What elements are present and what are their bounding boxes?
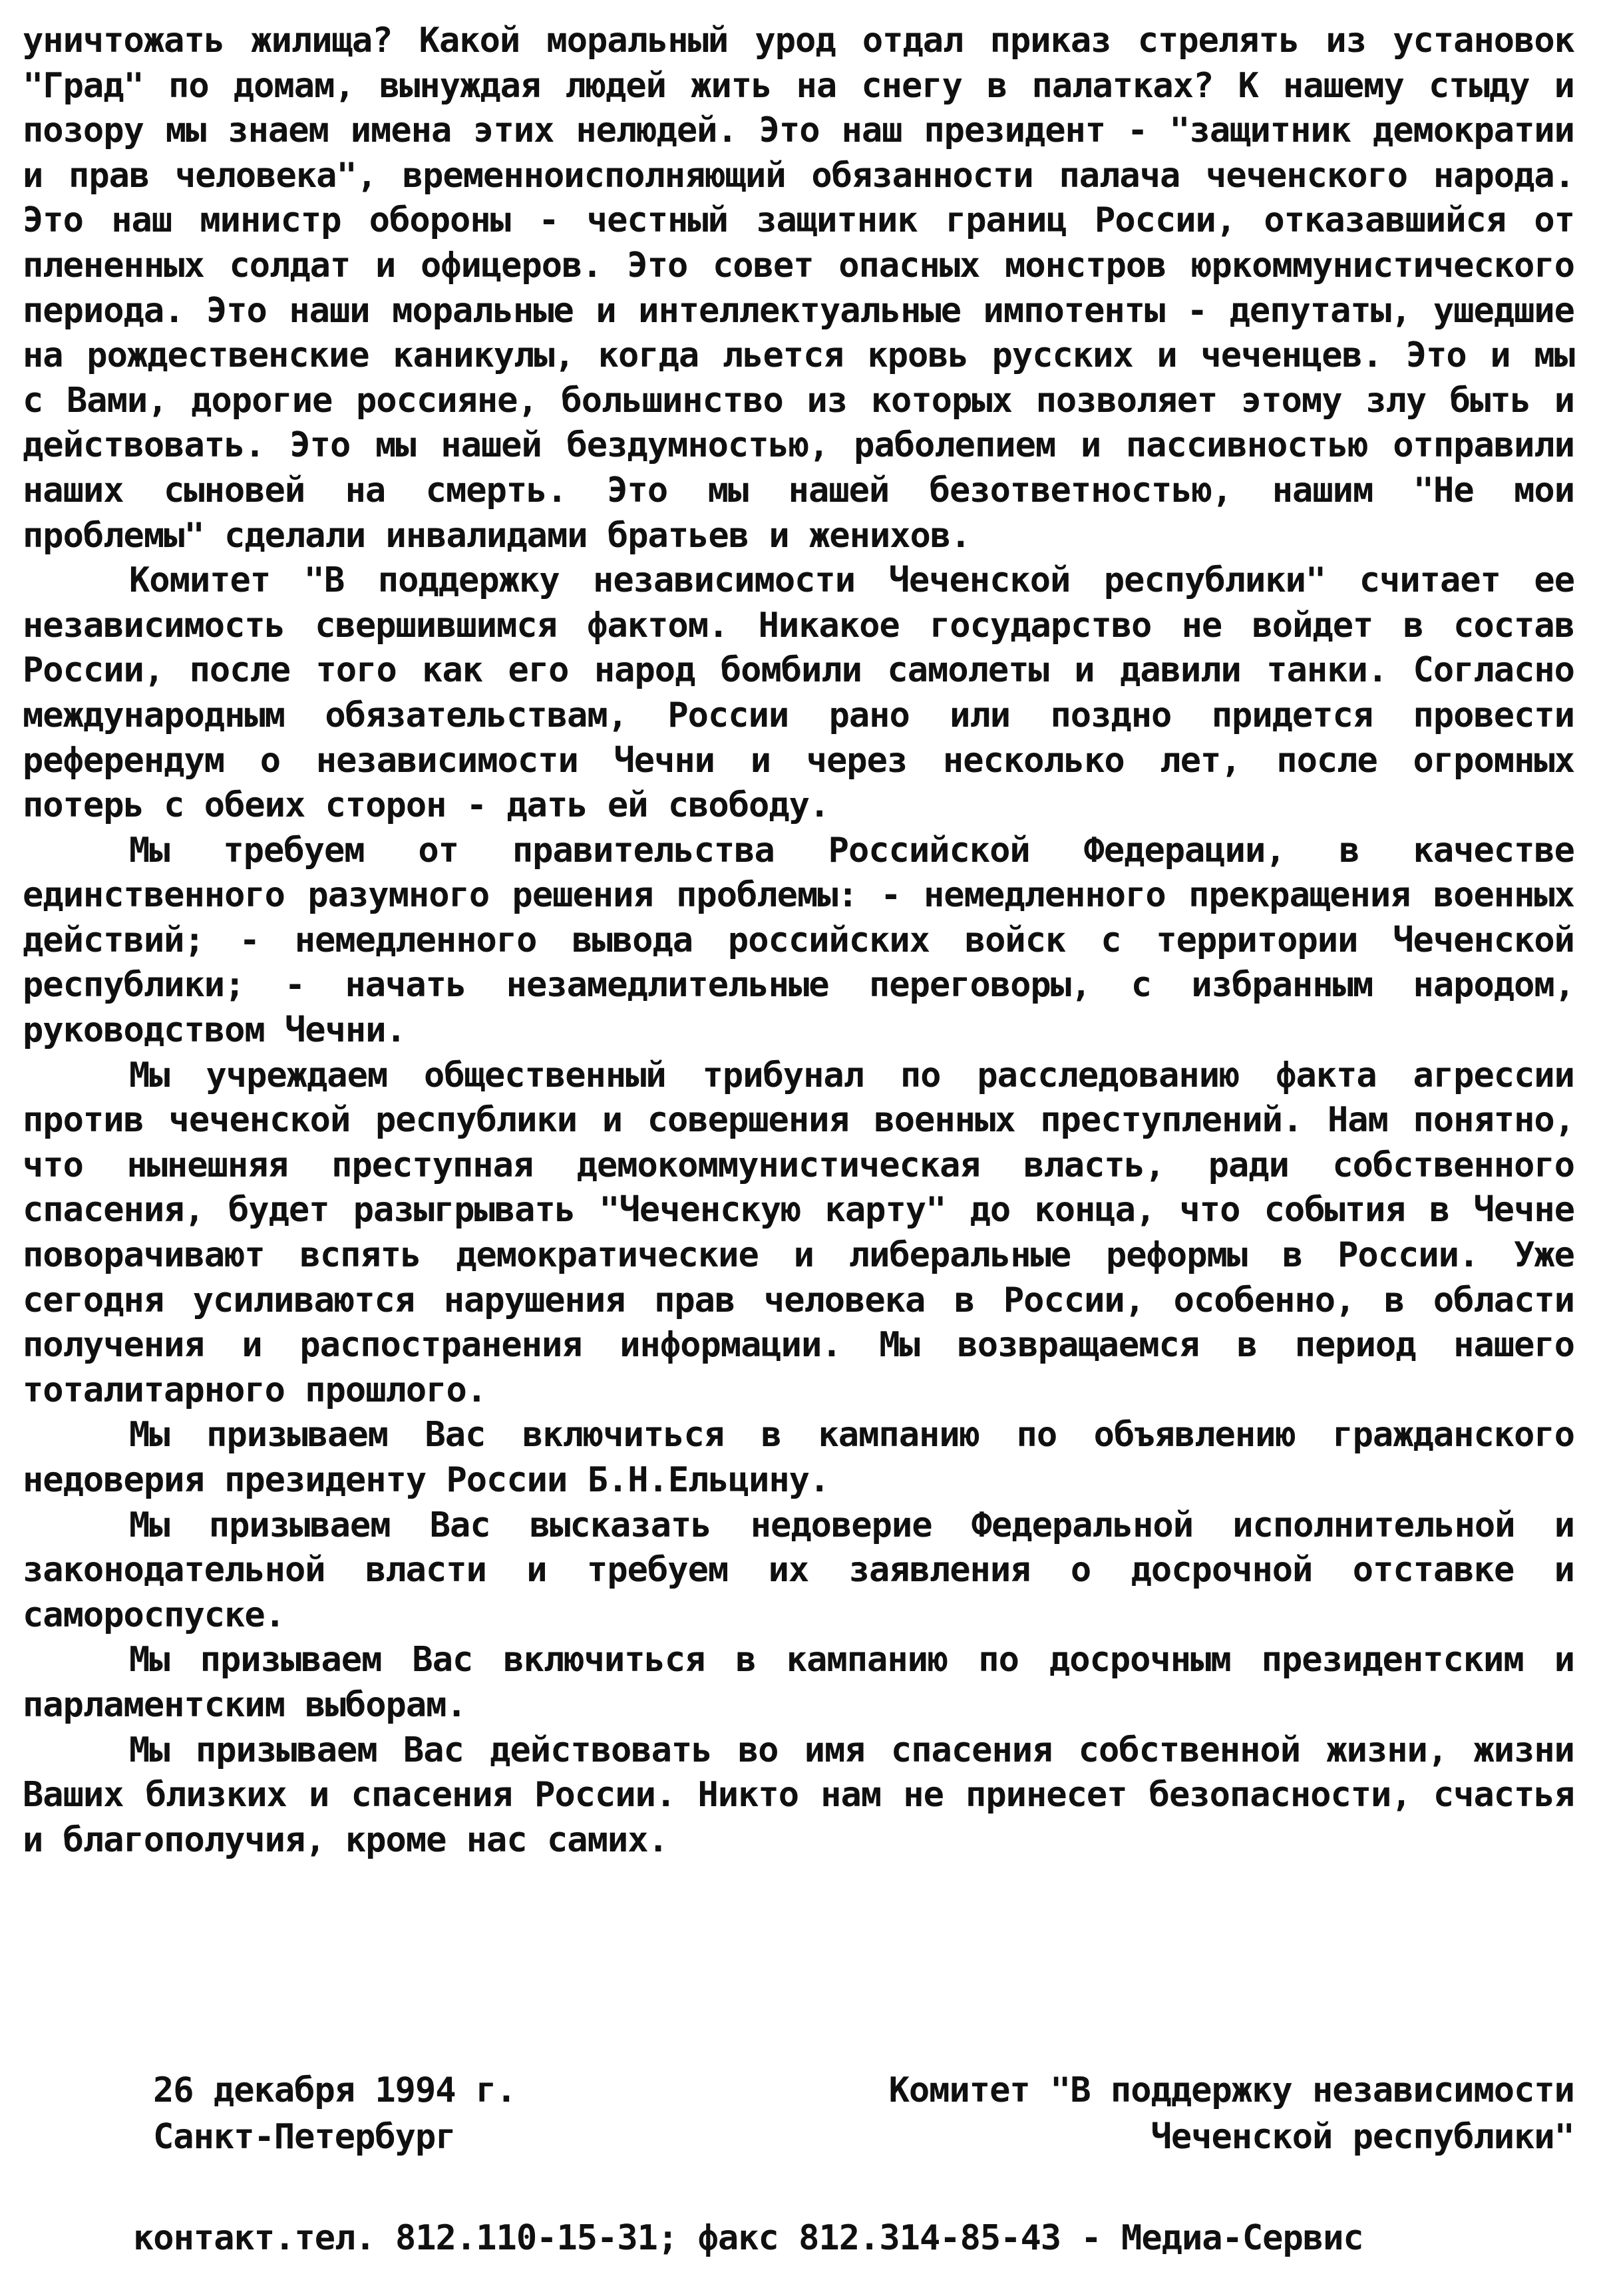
contact-line: контакт.тел. 812.110-15-31; факс 812.314-85-43 - Медиа-Сервис <box>133 2218 1363 2258</box>
paragraph-7: Мы призываем Вас включиться в кампанию по досрочным президентским и парламентским выборам. <box>23 1640 1574 1725</box>
paragraph-3: Мы требуем от правительства Российской Федерации, в качестве единственного разумного решения проблемы: - немедленного прекращения военных действий; - немедленного вывода российских войск с территории Чеченской республики; - начать незамедлительные переговоры, с избранным народом, руководством Чечни. <box>23 830 1574 1051</box>
committee-name-line-2: Чеченской республики" <box>1151 2117 1574 2157</box>
paragraph-1: уничтожать жилища? Какой моральный урод отдал приказ стрелять из установок "Град" по домам, вынуждая людей жить на снегу в палатках? К нашему стыду и позору мы знаем имена этих нелюдей. Это наш президент - "защитник демократии и прав человека", временноисполняющий обязанности палача чеченского народа. Это наш министр обороны - честный защитник границ России, отказавшийся от плененных солдат и офицеров. Это совет опасных монстров юркоммунистического периода. Это наши моральные и интеллектуальные импотенты - депутаты, ушедшие на рождественские каникулы, когда льется кровь русских и чеченцев. Это и мы с Вами, дорогие россияне, большинство из которых позволяет этому злу быть и действовать. Это мы нашей бездумностью, раболепием и пассивностью отправили наших сыновей на смерть. Это мы нашей безответностью, нашим "Не мои проблемы" сделали инвалидами братьев и женихов. <box>23 21 1574 556</box>
committee-name-line-1: Комитет "В поддержку независимости <box>888 2070 1574 2110</box>
document-body <box>23 19 1574 1863</box>
document-city: Санкт-Петербург <box>153 2117 456 2157</box>
paragraph-4: Мы учреждаем общественный трибунал по расследованию факта агрессии против чеченской республики и совершения военных преступлений. Нам понятно, что нынешняя преступная демокоммунистическая власть, ради собственного спасения, будет разыгрывать "Чеченскую карту" до конца, что события в Чечне поворачивают вспять демократические и либеральные реформы в России. Уже сегодня усиливаются нарушения прав человека в России, особенно, в области получения и распостранения информации. Мы возвращаемся в период нашего тоталитарного прошлого. <box>23 1055 1574 1410</box>
paragraph-2: Комитет "В поддержку независимости Чеченской республики" считает ее независимость свершившимся фактом. Никакое государство не войдет в состав России, после того как его народ бомбили самолеты и давили танки. Согласно международным обязательствам, России рано или поздно придется провести референдум о независимости Чечни и через несколько лет, после огромных потерь с обеих сторон - дать ей свободу. <box>23 560 1574 826</box>
date-place <box>153 2067 752 2160</box>
paragraph-6: Мы призываем Вас высказать недоверие Федеральной исполнительной и законодательной власти и требуем их заявления о досрочной отставке и самороспуске. <box>23 1505 1574 1635</box>
committee-signature <box>776 2067 1574 2160</box>
paragraph-5: Мы призываем Вас включиться в кампанию по объявлению гражданского недоверия президенту России Б.Н.Ельцину. <box>23 1415 1574 1500</box>
document-date: 26 декабря 1994 г. <box>153 2070 516 2110</box>
paragraph-8: Мы призываем Вас действовать во имя спасения собственной жизни, жизни Ваших близких и спасения России. Никто нам не принесет безопасности, счастья и благополучия, кроме нас самих. <box>23 1730 1574 1860</box>
